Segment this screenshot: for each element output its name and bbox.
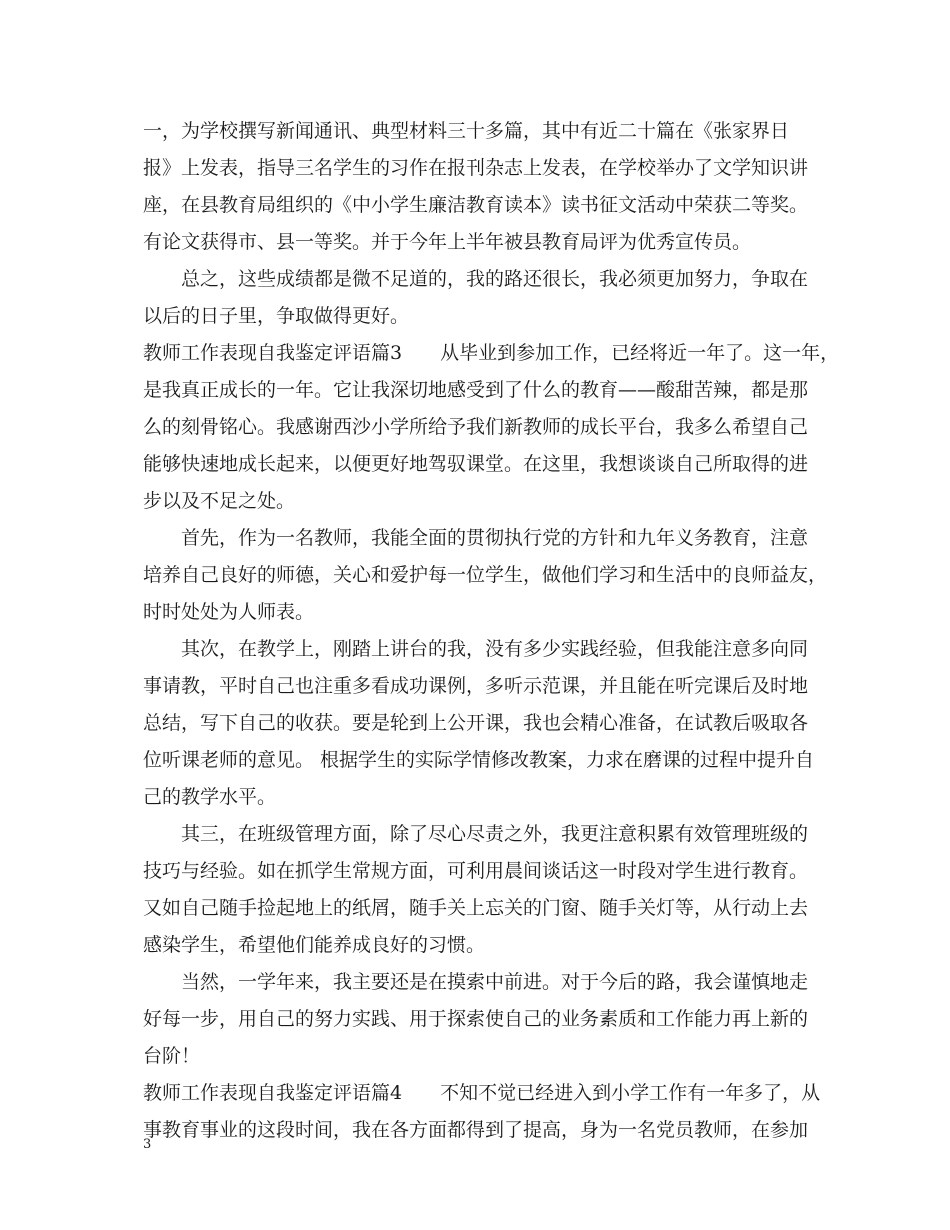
text-line: 以后的日子里，争取做得更好。 [143,305,410,327]
text-line: 座，在县教育局组织的《中小学生廉洁教育读本》读书征文活动中荣获二等奖。 [143,194,809,216]
paragraph-start-line: 总之，这些成绩都是微不足道的，我的路还很长，我必须更加努力，争取在 [181,268,809,290]
page-number: 3 [143,1137,152,1152]
paragraph-start-line: 当然，一学年来，我主要还是在摸索中前进。对于今后的路，我会谨慎地走 [181,971,809,993]
section-heading-line [143,335,840,372]
text-line: 步以及不足之处。 [143,490,296,512]
text-line: 时时处处为人师表。 [143,601,315,623]
section-first-sentence: 从毕业到参加工作，已经将近一年了。这一年， [440,342,840,364]
section-first-sentence: 不知不觉已经进入到小学工作有一年多了，从 [440,1082,821,1104]
text-line: 感染学生，希望他们能养成良好的习惯。 [143,934,486,956]
paragraph-start-line: 其三，在班级管理方面，除了尽心尽责之外，我更注意积累有效管理班级的 [181,823,809,845]
text-line: 好每一步，用自己的努力实践、用于探索使自己的业务素质和工作能力再上新的 [143,1008,809,1030]
text-line: 总结，写下自己的收获。要是轮到上公开课，我也会精心准备，在试教后吸取各 [143,712,809,734]
text-line: 技巧与经验。如在抓学生常规方面，可利用晨间谈话这一时段对学生进行教育。 [143,860,809,882]
text-line: 己的教学水平。 [143,786,277,808]
text-line: 位听课老师的意见。 根据学生的实际学情修改教案，力求在磨课的过程中提升自 [143,749,815,771]
text-line: 有论文获得市、县一等奖。并于今年上半年被县教育局评为优秀宣传员。 [143,231,752,253]
paragraph-start-line: 其次，在教学上，刚踏上讲台的我，没有多少实践经验，但我能注意多向同 [181,638,809,660]
text-line: 能够快速地成长起来，以便更好地驾驭课堂。在这里，我想谈谈自己所取得的进 [143,453,809,475]
text-line: 培养自己良好的师德，关心和爱护每一位学生，做他们学习和生活中的良师益友， [143,564,828,586]
text-line: 报》上发表，指导三名学生的习作在报刊杂志上发表，在学校举办了文学知识讲 [143,157,809,179]
text-line: 事教育事业的这段时间，我在各方面都得到了提高，身为一名党员教师，在参加 [143,1119,809,1141]
paragraph-start-line: 首先，作为一名教师，我能全面的贯彻执行党的方针和九年义务教育，注意 [181,527,809,549]
text-line: 一，为学校撰写新闻通讯、典型材料三十多篇，其中有近二十篇在《张家界日 [143,120,790,142]
text-line: 台阶！ [143,1045,201,1067]
text-line: 么的刻骨铭心。我感谢西沙小学所给予我们新教师的成长平台，我多么希望自己 [143,416,809,438]
section-heading: 教师工作表现自我鉴定评语篇4 [143,1082,403,1104]
text-line: 又如自己随手捡起地上的纸屑，随手关上忘关的门窗、随手关灯等，从行动上去 [143,897,809,919]
section-heading: 教师工作表现自我鉴定评语篇3 [143,342,403,364]
document-body [143,113,840,1149]
text-line: 是我真正成长的一年。它让我深切地感受到了什么的教育——酸甜苦辣，都是那 [143,379,809,401]
text-line: 事请教，平时自己也注重多看成功课例，多听示范课，并且能在听完课后及时地 [143,675,809,697]
section-heading-line [143,1075,823,1112]
